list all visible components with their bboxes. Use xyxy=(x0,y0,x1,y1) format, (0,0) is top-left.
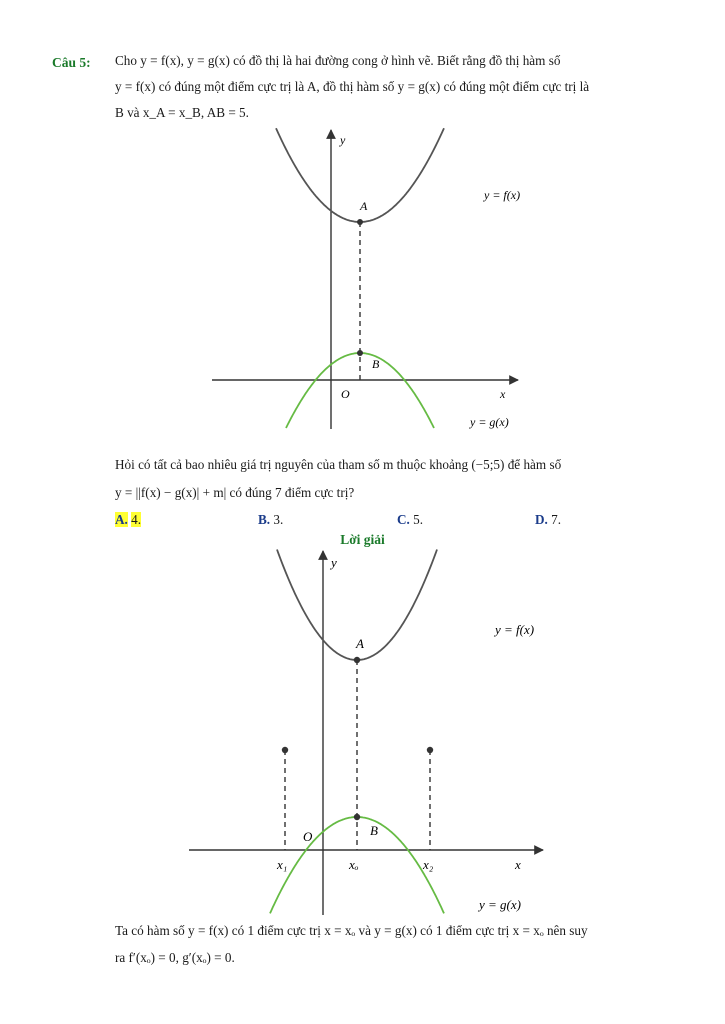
ask-line-2: y = ||f(x) − g(x)| + m| có đúng 7 điểm cực trị? xyxy=(115,485,355,500)
label-a: A xyxy=(360,199,368,213)
label-f: y = f(x) xyxy=(495,622,535,637)
question-number: Câu 5: xyxy=(52,55,91,70)
label-g: y = g(x) xyxy=(470,415,509,429)
solution-line-1: Ta có hàm số y = f(x) có 1 điểm cực trị x = xₒ và y = g(x) có 1 điểm cực trị x = xₒ nên suy xyxy=(115,923,588,938)
point-b xyxy=(354,814,360,820)
figure-1 xyxy=(200,124,530,434)
curve-f xyxy=(286,353,434,428)
question-line-3: B và x_A = x_B, AB = 5. xyxy=(115,105,249,120)
label-g: y = g(x) xyxy=(479,897,521,912)
label-x2: x₂ xyxy=(423,857,434,872)
point-a xyxy=(354,657,360,663)
ask-line-1: Hỏi có tất cả bao nhiêu giá trị nguyên của tham số m thuộc khoảng (−5;5) để hàm số xyxy=(115,457,562,472)
label-x: x xyxy=(500,387,506,401)
point-b xyxy=(357,350,363,356)
label-y: y xyxy=(331,555,337,570)
label-x: x xyxy=(515,857,521,872)
option-d[interactable]: D. 7. xyxy=(535,512,562,527)
label-b: B xyxy=(372,357,380,371)
question-line-1: Cho y = f(x), y = g(x) có đồ thị là hai đường cong ở hình vẽ. Biết rằng đồ thị hàm số xyxy=(115,53,561,68)
solution-line-2: ra f′(xₒ) = 0, g′(xₒ) = 0. xyxy=(115,950,235,965)
figure-2 xyxy=(185,545,555,920)
label-o: O xyxy=(303,829,313,844)
label-o: O xyxy=(341,387,350,401)
option-a[interactable]: A. 4. xyxy=(115,512,142,527)
label-y: y xyxy=(340,133,346,147)
point-a xyxy=(357,219,363,225)
intersection-1 xyxy=(282,747,288,753)
intersection-2 xyxy=(427,747,433,753)
option-b[interactable]: B. 3. xyxy=(258,512,284,527)
label-x1: x₁ xyxy=(277,857,288,872)
solution-title: Lời giải xyxy=(340,532,385,547)
label-a: A xyxy=(356,636,364,651)
label-x0: xₒ xyxy=(349,857,359,872)
question-line-2: y = f(x) có đúng một điểm cực trị là A, đồ thị hàm số y = g(x) có đúng một điểm cực trị là xyxy=(115,79,590,94)
label-b: B xyxy=(370,823,378,838)
label-f: y = f(x) xyxy=(484,188,521,202)
option-c[interactable]: C. 5. xyxy=(397,512,424,527)
